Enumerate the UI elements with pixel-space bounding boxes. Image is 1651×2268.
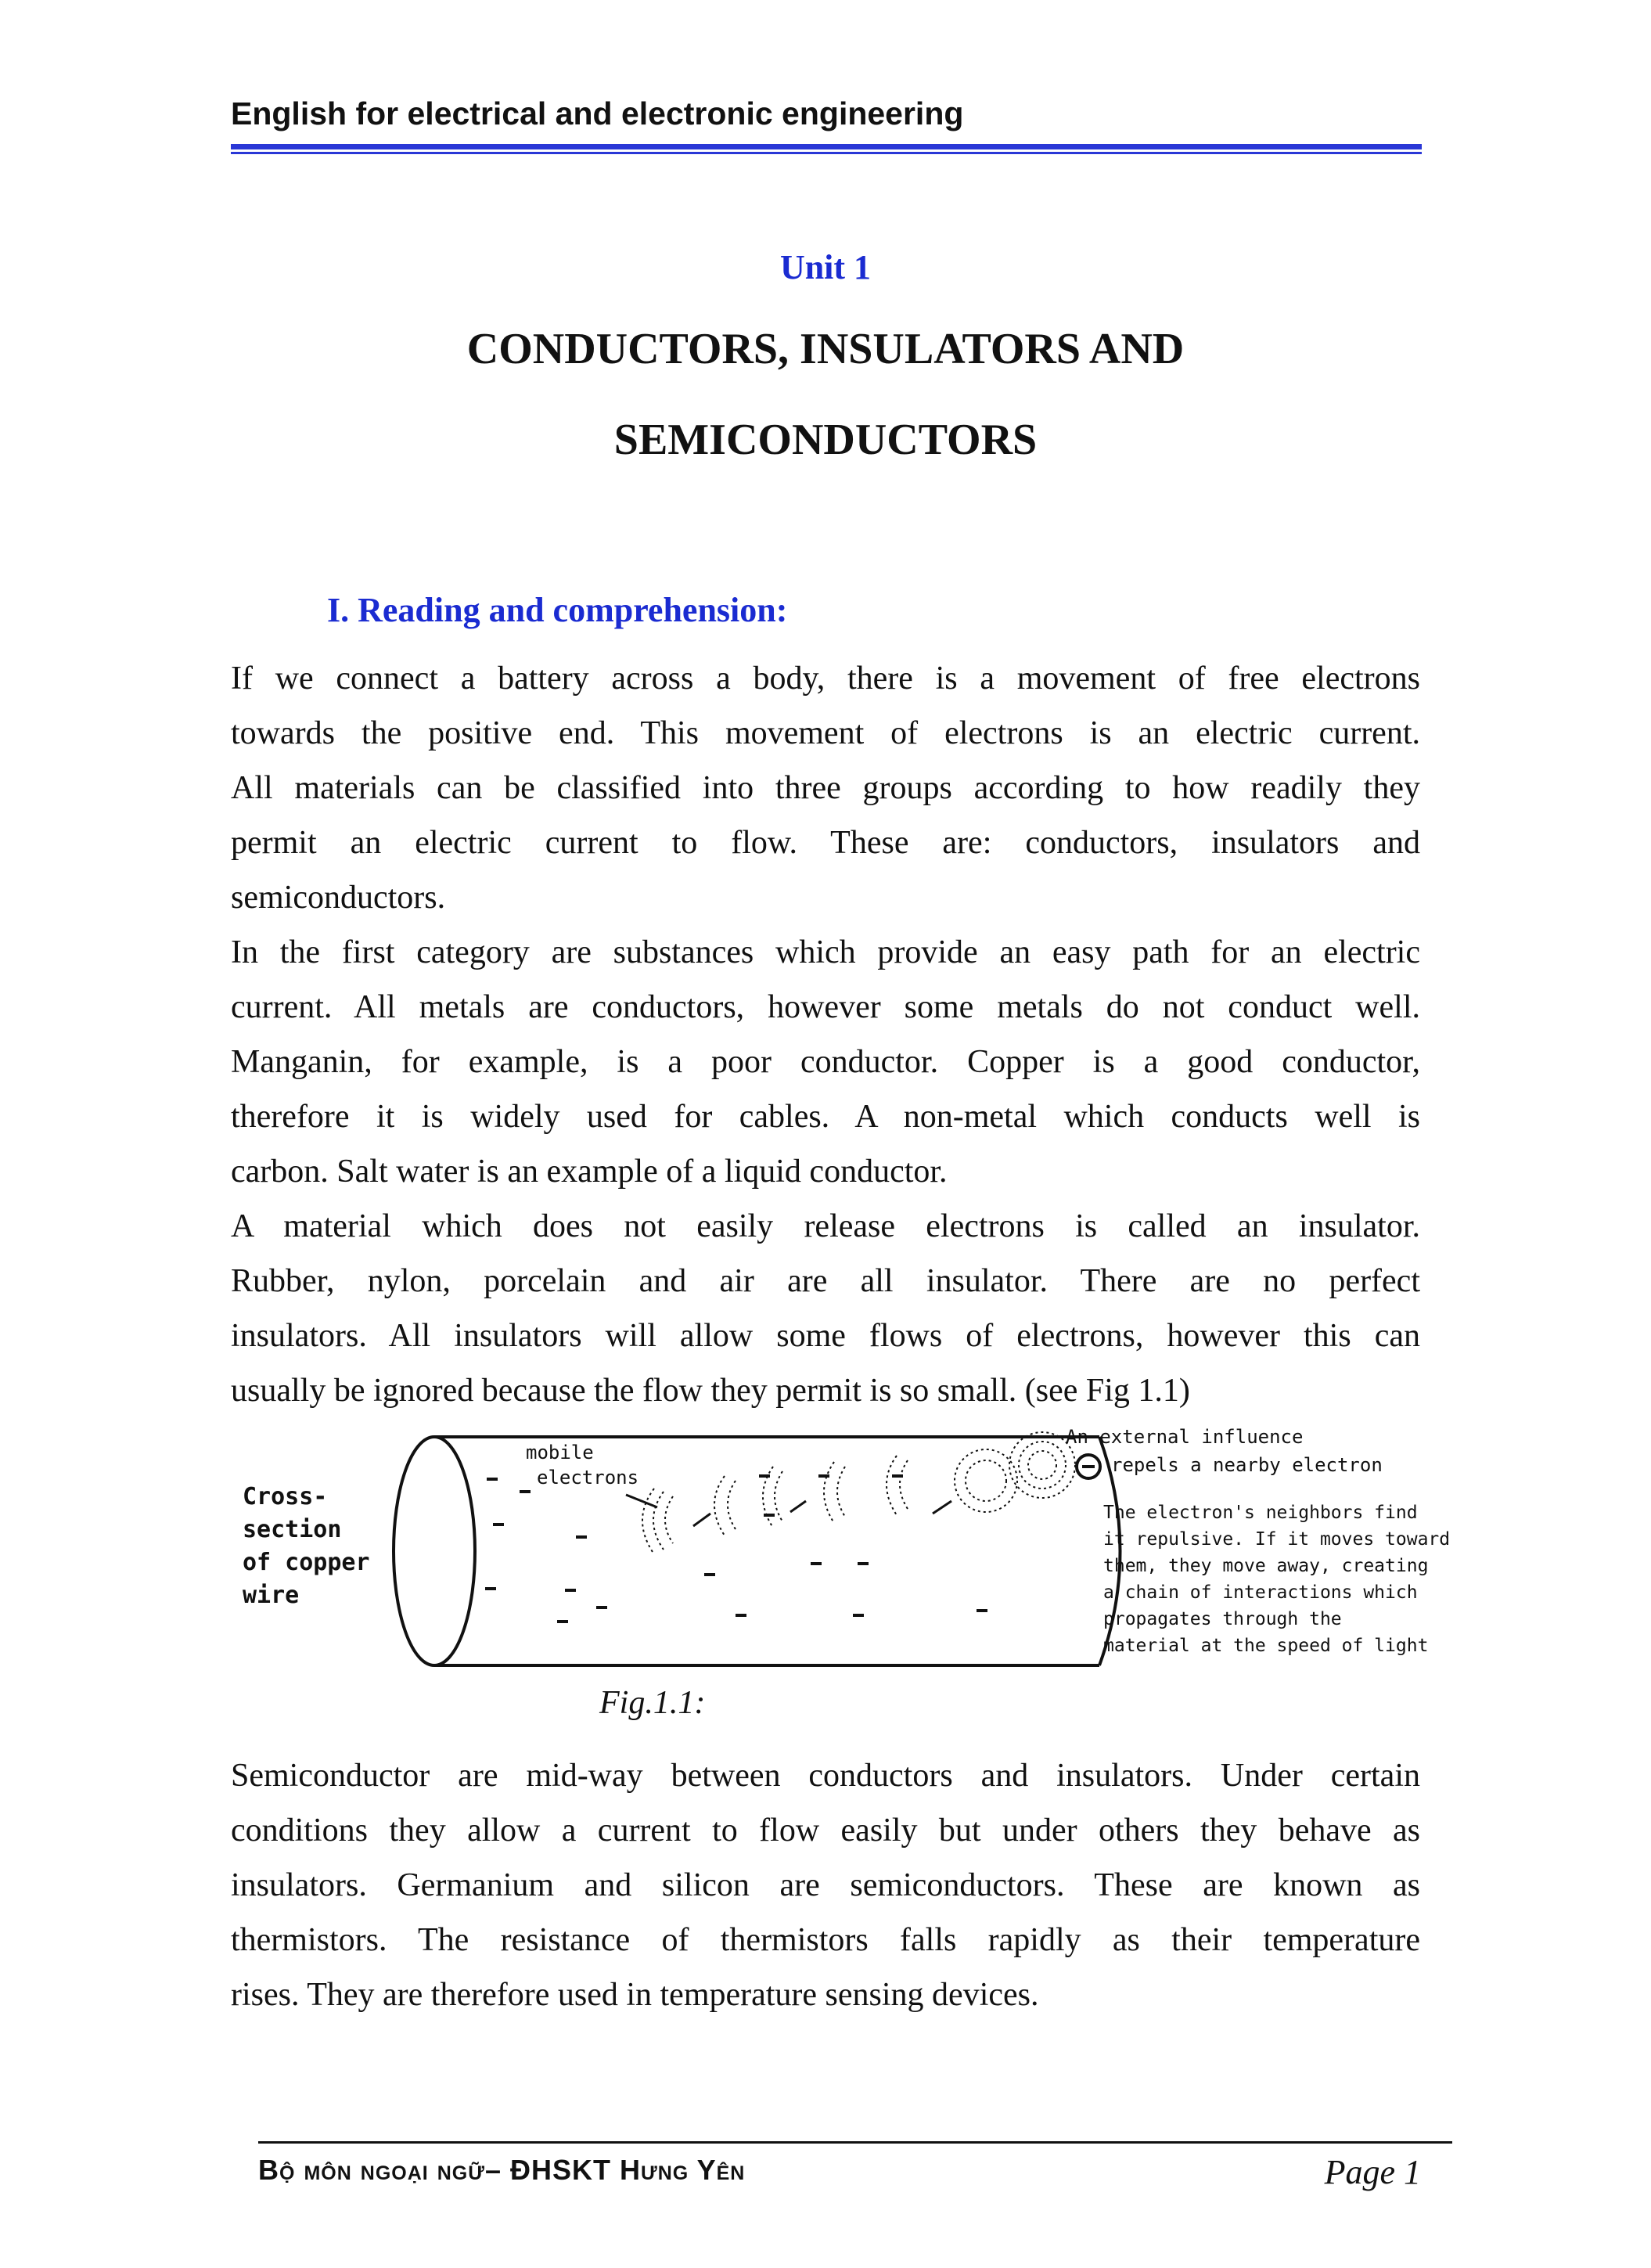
neighbors-text: them, they move away, creating [1103, 1556, 1429, 1576]
external-influence-text: An external influence [1066, 1426, 1304, 1448]
text-line: semiconductors. [231, 880, 446, 916]
mobile-electrons-label: electrons [537, 1467, 639, 1489]
text-line: Rubber, nylon, porcelain and air are all insulator. There are no perfect [231, 1263, 1420, 1299]
text-line: thermistors. The resistance of thermistors falls rapidly as their temperature [231, 1922, 1420, 1958]
text-line: In the first category are substances which provide an easy path for an electric [231, 934, 1420, 970]
page-title-line-2: SEMICONDUCTORS [613, 416, 1038, 464]
text-line: therefore it is widely used for cables. A non-metal which conducts well is [231, 1099, 1420, 1135]
figure-label-line: wire [243, 1582, 300, 1609]
free-electrons [485, 1476, 987, 1622]
neighbors-text: it repulsive. If it moves toward [1103, 1529, 1451, 1550]
figure-label-line: of copper [243, 1549, 370, 1576]
paragraph-1 [231, 651, 1420, 1418]
figure-caption: Fig.1.1: [599, 1685, 706, 1721]
wire-end-ellipse [394, 1437, 475, 1665]
footer-department: Bộ môn ngoại ngữ– ĐHSKT Hưng Yên [258, 2154, 746, 2186]
interaction-chain [642, 1432, 1075, 1554]
header-rule-thin [231, 152, 1422, 154]
external-influence-text: repels a nearby electron [1111, 1454, 1383, 1476]
text-line: insulators. Germanium and silicon are semiconductors. These are known as [231, 1867, 1420, 1903]
figure-label-line: Cross- [243, 1483, 328, 1510]
page-number: Page 1 [1324, 2153, 1421, 2191]
text-line: permit an electric current to flow. These are: conductors, insulators and [231, 825, 1420, 861]
unit-label: Unit 1 [779, 248, 872, 286]
copper-wire-figure [235, 1426, 1451, 1676]
text-line: rises. They are therefore used in temperature sensing devices. [231, 1977, 1039, 2013]
neighbors-text: material at the speed of light [1103, 1636, 1429, 1656]
neighbors-text: The electron's neighbors find [1103, 1503, 1418, 1523]
section-heading: I. Reading and comprehension: [327, 591, 788, 629]
text-line: Semiconductor are mid-way between conductors and insulators. Under certain [231, 1758, 1420, 1794]
neighbors-text: propagates through the [1103, 1609, 1342, 1629]
text-line: insulators. All insulators will allow some flows of electrons, however this can [231, 1318, 1420, 1354]
text-line: A material which does not easily release electrons is called an insulator. [231, 1208, 1420, 1244]
neighbors-text: a chain of interactions which [1103, 1582, 1418, 1603]
text-line: Manganin, for example, is a poor conductor. Copper is a good conductor, [231, 1044, 1420, 1080]
repulsion-arrows [626, 1495, 951, 1526]
page-title-line-1: CONDUCTORS, INSULATORS AND [466, 325, 1185, 373]
text-line: conditions they allow a current to flow easily but under others they behave as [231, 1813, 1420, 1849]
header-rule [231, 144, 1422, 149]
text-line: If we connect a battery across a body, there is a movement of free electrons [231, 661, 1420, 697]
running-header: English for electrical and electronic engineering [231, 95, 964, 131]
text-line: All materials can be classified into three groups according to how readily they [231, 770, 1420, 806]
mobile-electrons-label: mobile [526, 1442, 594, 1463]
figure-label-line: section [243, 1516, 342, 1543]
text-line: usually be ignored because the flow they permit is so small. (see Fig 1.1) [231, 1373, 1190, 1409]
text-line: towards the positive end. This movement of electrons is an electric current. [231, 715, 1420, 751]
wire-diagram [235, 1426, 1451, 1676]
footer-rule [258, 2141, 1452, 2144]
text-line: carbon. Salt water is an example of a liquid conductor. [231, 1154, 948, 1190]
paragraph-2 [231, 1748, 1420, 2022]
text-line: current. All metals are conductors, however some metals do not conduct well. [231, 989, 1420, 1025]
